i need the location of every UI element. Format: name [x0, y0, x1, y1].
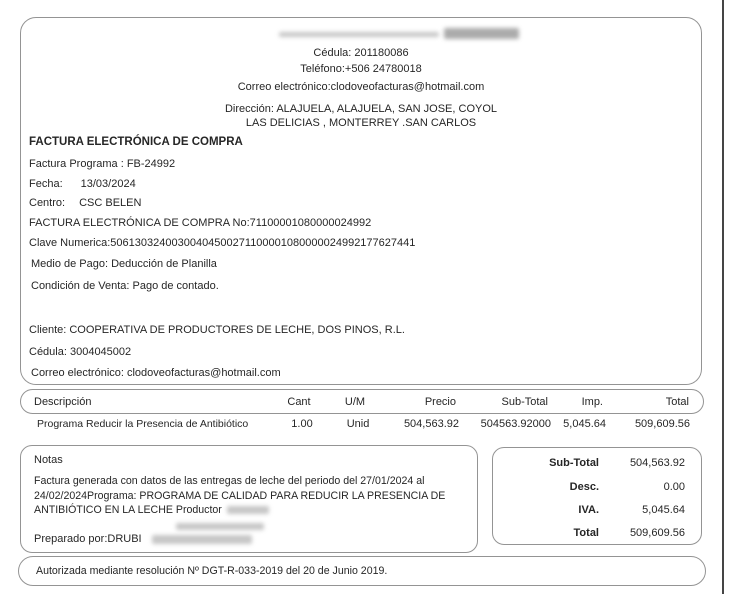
- item-subtotal: 504563.92000: [480, 418, 551, 430]
- desc-value: 0.00: [663, 481, 685, 493]
- redacted-prepared-by-name: [152, 535, 252, 544]
- centro-label: Centro:: [29, 197, 66, 209]
- supplier-email: Correo electrónico:clodoveofacturas@hotmail.com: [237, 81, 485, 93]
- iva-value: 5,045.64: [642, 504, 685, 516]
- desc-label: Desc.: [569, 481, 599, 493]
- fecha-row: [29, 178, 136, 190]
- supplier-phone: Teléfono:+506 24780018: [300, 63, 422, 75]
- notes-title: Notas: [34, 454, 63, 466]
- item-imp: 5,045.64: [563, 418, 606, 430]
- prepared-by: Preparado por:DRUBI: [34, 533, 142, 545]
- item-um: Unid: [346, 418, 370, 430]
- items-table-header: [20, 389, 704, 414]
- authorization-text: Autorizada mediante resolución Nº DGT-R-033-2019 del 20 de Junio 2019.: [36, 565, 388, 577]
- medio-de-pago: Medio de Pago: Deducción de Planilla: [31, 258, 217, 270]
- fecha-label: Fecha:: [29, 178, 63, 190]
- header-precio: Precio: [424, 395, 456, 408]
- document-title: FACTURA ELECTRÓNICA DE COMPRA: [29, 136, 243, 148]
- fecha-value: 13/03/2024: [80, 178, 136, 190]
- cliente-line: Cliente: COOPERATIVA DE PRODUCTORES DE LECHE, DOS PINOS, R.L.: [29, 324, 405, 336]
- supplier-cedula: Cédula: 201180086: [313, 47, 409, 59]
- header-descripcion: Descripción: [34, 395, 92, 408]
- item-precio: 504,563.92: [403, 418, 459, 430]
- cliente-cedula: Cédula: 3004045002: [29, 346, 132, 358]
- header-subtotal: Sub-Total: [501, 395, 548, 408]
- supplier-address-line2: LAS DELICIAS , MONTERREY .SAN CARLOS: [245, 117, 477, 129]
- supplier-address-line1: Dirección: ALAJUELA, ALAJUELA, SAN JOSE, COYOL: [224, 103, 498, 115]
- item-cant: 1.00: [291, 418, 313, 430]
- iva-label: IVA.: [578, 504, 599, 516]
- header-imp: Imp.: [581, 395, 603, 408]
- notes-line1: Factura generada con datos de las entregas de leche del periodo del 27/01/2024 al: [34, 475, 425, 487]
- redacted-productor-id: [227, 506, 269, 514]
- total-value: 509,609.56: [629, 527, 685, 539]
- redacted-note-line: [176, 523, 264, 530]
- totals-row-total: [493, 527, 701, 539]
- factura-programa: Factura Programa : FB-24992: [29, 158, 176, 170]
- header-total: Total: [665, 395, 689, 408]
- notes-line3-text: ANTIBIÓTICO EN LA LECHE Productor: [34, 504, 222, 516]
- centro-row: [29, 197, 141, 209]
- totals-row-desc: [493, 481, 701, 493]
- notes-line2: 24/02/2024Programa: PROGRAMA DE CALIDAD PARA REDUCIR LA PRESENCIA DE: [34, 489, 446, 502]
- table-row: [20, 418, 704, 430]
- totals-row-iva: [493, 504, 701, 516]
- table-header-row: [21, 396, 703, 408]
- subtotal-value: 504,563.92: [629, 457, 685, 469]
- redacted-text-blur: [444, 28, 519, 39]
- header-um: U/M: [344, 395, 366, 408]
- cliente-email: Correo electrónico: clodoveofacturas@hotmail.com: [31, 367, 281, 379]
- totals-row-subtotal: [493, 457, 701, 469]
- factura-numero: FACTURA ELECTRÓNICA DE COMPRA No:71100001080000024992: [29, 217, 372, 229]
- page-edge-line: [722, 0, 724, 594]
- item-total: 509,609.56: [634, 418, 690, 430]
- total-label: Total: [573, 527, 599, 539]
- header-cant: Cant: [287, 395, 311, 408]
- redacted-supplier-name: [279, 26, 519, 41]
- redacted-text-blur: [279, 32, 439, 37]
- item-descripcion: Programa Reducir la Presencia de Antibiótico: [37, 418, 249, 430]
- prepared-by-row: [34, 533, 252, 545]
- invoice-header-box: [20, 17, 702, 385]
- notes-line3: [34, 503, 459, 518]
- clave-numerica: Clave Numerica:50613032400300404500271100001080000024992177627441: [29, 237, 416, 249]
- totals-box: [492, 447, 702, 545]
- notes-box: [20, 445, 478, 553]
- centro-value: CSC BELEN: [79, 197, 142, 209]
- subtotal-label: Sub-Total: [549, 457, 599, 469]
- notes-body: [34, 474, 459, 518]
- condicion-de-venta: Condición de Venta: Pago de contado.: [31, 280, 219, 292]
- authorization-footer: [18, 556, 706, 586]
